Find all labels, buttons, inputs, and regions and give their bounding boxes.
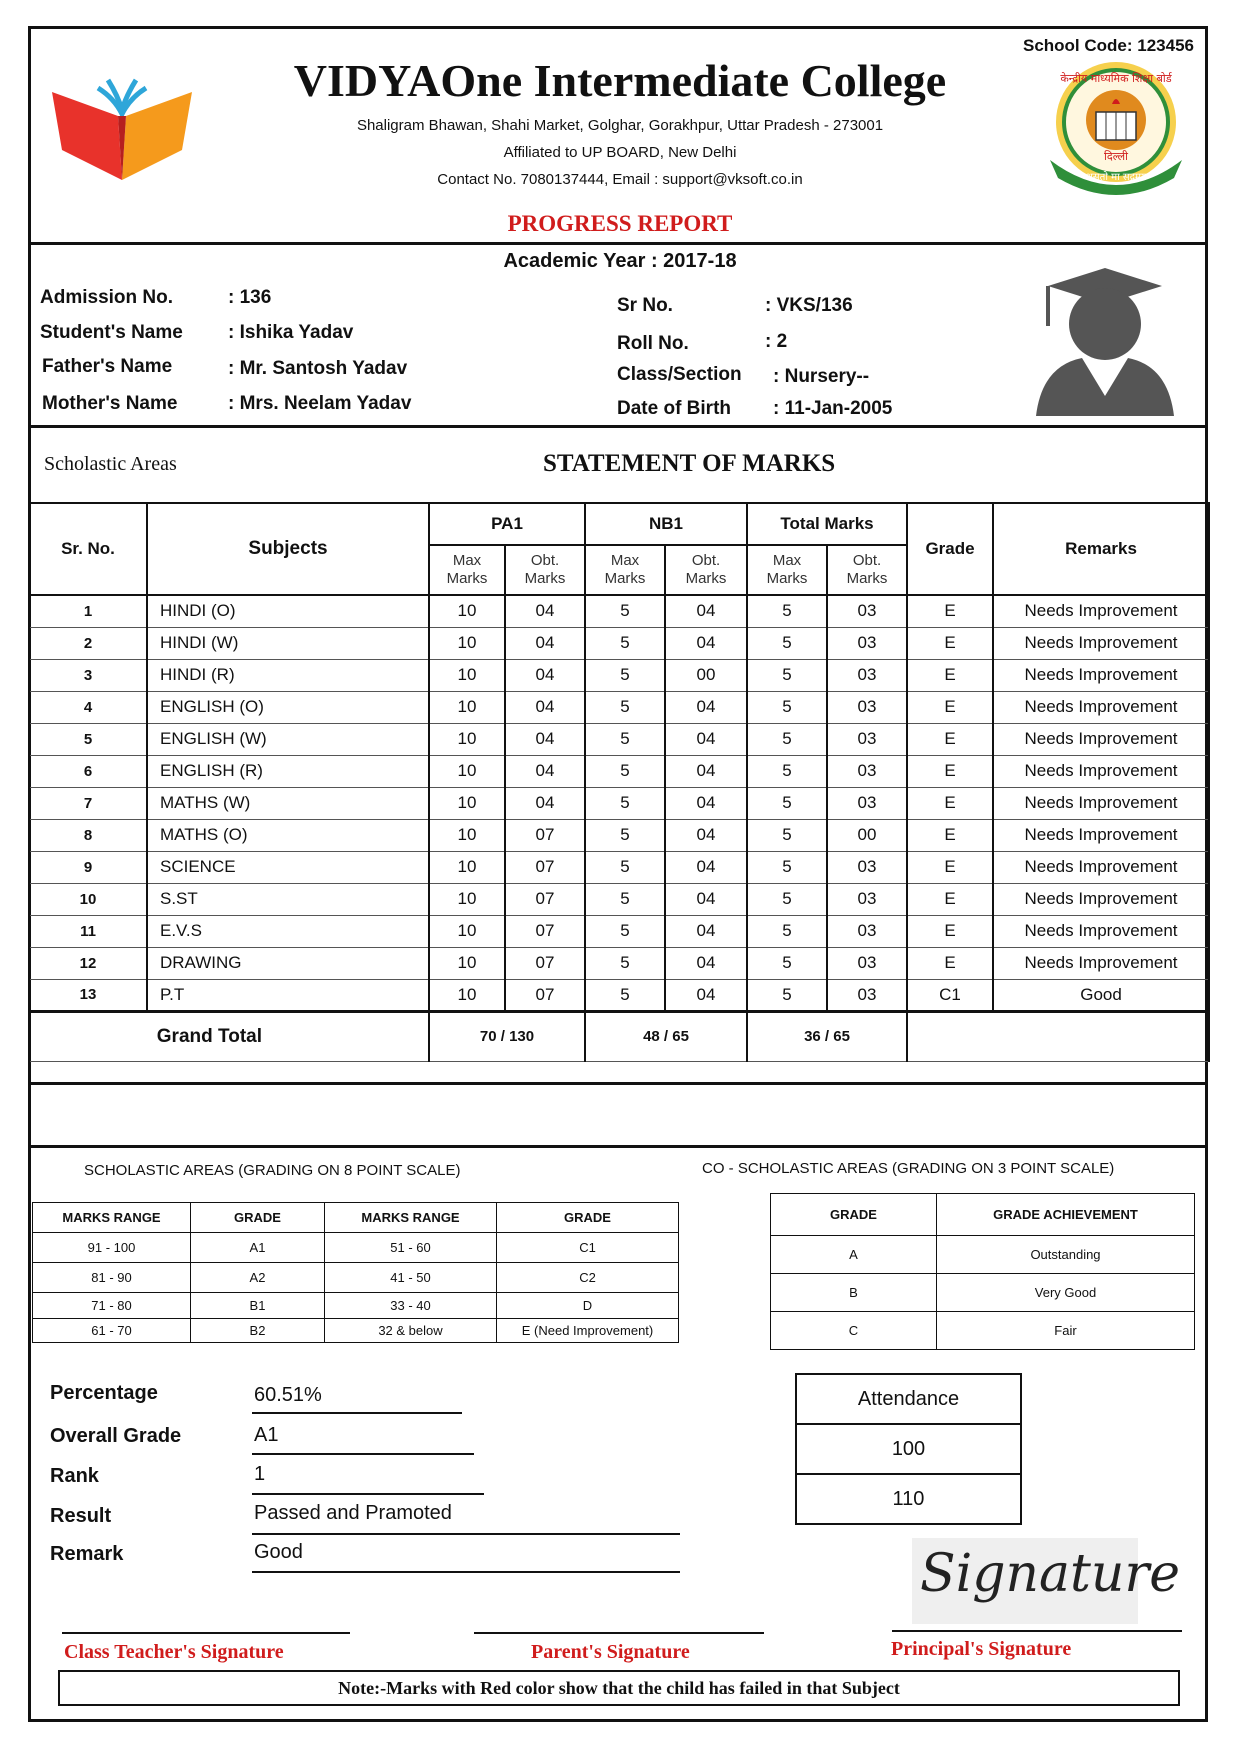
pa1-max: 10 xyxy=(429,819,505,851)
overall-grade-underline xyxy=(252,1453,474,1455)
table-row xyxy=(29,851,1209,883)
total-max-header: Max Marks xyxy=(747,545,827,595)
nb1-obt: 04 xyxy=(665,819,747,851)
row-srno: 11 xyxy=(29,915,147,947)
emblem-text-top: केन्द्रीय माध्यमिक शिक्षा बोर्ड xyxy=(1060,72,1172,85)
nb1-obt: 00 xyxy=(665,659,747,691)
result-label: Result xyxy=(50,1505,112,1527)
percentage-underline xyxy=(252,1412,462,1414)
pa1-obt-header: Obt. Marks xyxy=(505,545,585,595)
row-srno: 2 xyxy=(29,627,147,659)
total-obt: 03 xyxy=(827,851,907,883)
nb1-max: 5 xyxy=(585,915,665,947)
roll-no-value: : 2 xyxy=(765,331,788,352)
nb1-obt: 04 xyxy=(665,787,747,819)
admission-no-label: Admission No. xyxy=(40,287,174,308)
table-row xyxy=(29,947,1209,979)
grade-header: Grade xyxy=(907,503,993,595)
attendance-total: 110 xyxy=(796,1474,1021,1524)
grade-cell: B2 xyxy=(191,1319,325,1343)
marks-range-header: MARKS RANGE xyxy=(325,1203,497,1233)
class-teacher-signature-line xyxy=(62,1632,350,1634)
marks-range-cell: 33 - 40 xyxy=(325,1293,497,1319)
row-grade: E xyxy=(907,915,993,947)
attendance-attended: 100 xyxy=(796,1424,1021,1474)
row-grade: E xyxy=(907,627,993,659)
marks-range-cell: 71 - 80 xyxy=(33,1293,191,1319)
row-grade: E xyxy=(907,947,993,979)
grand-total-label: Grand Total xyxy=(29,1011,429,1061)
report-title: PROGRESS REPORT xyxy=(507,211,733,236)
divider xyxy=(28,1082,1208,1085)
nb1-obt: 04 xyxy=(665,947,747,979)
nb1-max: 5 xyxy=(585,979,665,1011)
grade-header: GRADE xyxy=(497,1203,679,1233)
board-emblem xyxy=(1040,60,1192,198)
total-max: 5 xyxy=(747,883,827,915)
row-subject: SCIENCE xyxy=(147,851,429,883)
student-name-value: : Ishika Yadav xyxy=(228,322,354,343)
pa1-obt: 07 xyxy=(505,883,585,915)
grade-achievement-header: GRADE ACHIEVEMENT xyxy=(937,1194,1195,1236)
table-row xyxy=(29,723,1209,755)
nb1-obt: 04 xyxy=(665,595,747,627)
college-address: Shaligram Bhawan, Shahi Market, Golghar, Gorakhpur, Uttar Pradesh - 273001 xyxy=(356,117,884,134)
divider xyxy=(28,1145,1208,1148)
nb1-obt: 04 xyxy=(665,979,747,1011)
nb1-obt: 04 xyxy=(665,755,747,787)
class-section-label: Class/Section xyxy=(617,364,742,385)
principal-signature-label: Principal's Signature xyxy=(891,1638,1072,1660)
row-remarks: Needs Improvement xyxy=(993,691,1209,723)
table-row xyxy=(771,1274,1195,1312)
table-row xyxy=(33,1319,679,1343)
nb1-max: 5 xyxy=(585,723,665,755)
pa1-obt: 04 xyxy=(505,787,585,819)
table-row xyxy=(29,787,1209,819)
row-remarks: Needs Improvement xyxy=(993,883,1209,915)
row-srno: 7 xyxy=(29,787,147,819)
rank-underline xyxy=(252,1493,484,1495)
row-remarks: Needs Improvement xyxy=(993,851,1209,883)
nb1-max: 5 xyxy=(585,947,665,979)
total-obt: 03 xyxy=(827,915,907,947)
table-row xyxy=(29,595,1209,627)
result-value: Passed and Pramoted xyxy=(254,1502,452,1524)
grade-achievement-cell: Outstanding xyxy=(937,1236,1195,1274)
grade-achievement-cell: Fair xyxy=(937,1312,1195,1350)
signature-text: Signature xyxy=(920,1544,1181,1604)
row-remarks: Needs Improvement xyxy=(993,947,1209,979)
student-photo-placeholder xyxy=(1030,266,1180,418)
row-subject: ENGLISH (O) xyxy=(147,691,429,723)
row-remarks: Needs Improvement xyxy=(993,627,1209,659)
scholastic-areas-label: Scholastic Areas xyxy=(44,453,177,475)
rank-value: 1 xyxy=(254,1463,266,1485)
marks-range-cell: 51 - 60 xyxy=(325,1233,497,1263)
sr-no-label: Sr No. xyxy=(617,295,673,316)
pa1-obt: 04 xyxy=(505,723,585,755)
co-grade-cell: B xyxy=(771,1274,937,1312)
row-subject: ENGLISH (R) xyxy=(147,755,429,787)
overall-grade-label: Overall Grade xyxy=(50,1425,182,1447)
row-remarks: Needs Improvement xyxy=(993,787,1209,819)
total-obt: 03 xyxy=(827,979,907,1011)
pa1-max: 10 xyxy=(429,915,505,947)
marks-range-cell: 32 & below xyxy=(325,1319,497,1343)
total-obt: 03 xyxy=(827,595,907,627)
total-marks-header: Total Marks xyxy=(747,503,907,545)
marks-range-cell: 91 - 100 xyxy=(33,1233,191,1263)
row-grade: E xyxy=(907,723,993,755)
table-row xyxy=(29,691,1209,723)
row-remarks: Needs Improvement xyxy=(993,819,1209,851)
nb1-max: 5 xyxy=(585,883,665,915)
row-remarks: Needs Improvement xyxy=(993,755,1209,787)
row-grade: E xyxy=(907,819,993,851)
row-grade: E xyxy=(907,883,993,915)
college-name: VIDYAOne Intermediate College xyxy=(293,55,947,106)
row-srno: 1 xyxy=(29,595,147,627)
father-name-label: Father's Name xyxy=(42,356,173,377)
total-max: 5 xyxy=(747,595,827,627)
row-subject: MATHS (W) xyxy=(147,787,429,819)
nb1-obt: 04 xyxy=(665,691,747,723)
row-srno: 6 xyxy=(29,755,147,787)
table-row xyxy=(29,755,1209,787)
marks-range-cell: 81 - 90 xyxy=(33,1263,191,1293)
table-row xyxy=(33,1263,679,1293)
principal-signature-image xyxy=(912,1538,1181,1624)
nb1-obt: 04 xyxy=(665,627,747,659)
pa1-max: 10 xyxy=(429,851,505,883)
dob-label: Date of Birth xyxy=(617,398,731,419)
total-max: 5 xyxy=(747,627,827,659)
pa1-max: 10 xyxy=(429,595,505,627)
board-emblem-icon xyxy=(1040,60,1192,198)
table-row xyxy=(33,1293,679,1319)
percentage-value: 60.51% xyxy=(254,1384,322,1406)
table-row xyxy=(771,1236,1195,1274)
table-row xyxy=(29,979,1209,1011)
total-obt: 00 xyxy=(827,819,907,851)
row-subject: MATHS (O) xyxy=(147,819,429,851)
result-underline xyxy=(252,1533,680,1535)
roll-no-label: Roll No. xyxy=(617,333,689,354)
grade-cell: E (Need Improvement) xyxy=(497,1319,679,1343)
grand-total-blank xyxy=(907,1011,1209,1061)
scholastic-scale-title: SCHOLASTIC AREAS (GRADING ON 8 POINT SCALE) xyxy=(84,1162,461,1179)
grade-cell: C2 xyxy=(497,1263,679,1293)
grade-cell: B1 xyxy=(191,1293,325,1319)
pa1-header: PA1 xyxy=(429,503,585,545)
pa1-max: 10 xyxy=(429,947,505,979)
nb1-max: 5 xyxy=(585,659,665,691)
parent-signature-label: Parent's Signature xyxy=(531,1641,690,1663)
nb1-max: 5 xyxy=(585,851,665,883)
nb1-obt: 04 xyxy=(665,883,747,915)
row-grade: E xyxy=(907,787,993,819)
row-subject: HINDI (R) xyxy=(147,659,429,691)
marks-range-cell: 41 - 50 xyxy=(325,1263,497,1293)
co-scholastic-scale-title: CO - SCHOLASTIC AREAS (GRADING ON 3 POINT SCALE) xyxy=(702,1160,1115,1177)
total-obt: 03 xyxy=(827,883,907,915)
table-row xyxy=(33,1233,679,1263)
total-max: 5 xyxy=(747,723,827,755)
grand-total-total: 36 / 65 xyxy=(747,1011,907,1061)
graduate-avatar-icon xyxy=(1030,266,1180,418)
nb1-obt: 04 xyxy=(665,851,747,883)
total-obt: 03 xyxy=(827,691,907,723)
total-obt: 03 xyxy=(827,723,907,755)
subjects-header: Subjects xyxy=(147,503,429,595)
total-obt-header: Obt. Marks xyxy=(827,545,907,595)
nb1-header: NB1 xyxy=(585,503,747,545)
sr-no-value: : VKS/136 xyxy=(765,295,853,316)
rank-label: Rank xyxy=(50,1465,99,1487)
scholastic-scale-table xyxy=(32,1202,679,1343)
row-srno: 10 xyxy=(29,883,147,915)
row-remarks: Needs Improvement xyxy=(993,595,1209,627)
pa1-obt: 04 xyxy=(505,627,585,659)
divider xyxy=(28,425,1208,428)
row-srno: 4 xyxy=(29,691,147,723)
row-srno: 13 xyxy=(29,979,147,1011)
row-grade: E xyxy=(907,691,993,723)
total-obt: 03 xyxy=(827,659,907,691)
statement-title: STATEMENT OF MARKS xyxy=(543,450,836,477)
grade-cell: C1 xyxy=(497,1233,679,1263)
pa1-max: 10 xyxy=(429,627,505,659)
grand-total-pa1: 70 / 130 xyxy=(429,1011,585,1061)
total-max: 5 xyxy=(747,659,827,691)
row-srno: 9 xyxy=(29,851,147,883)
total-max: 5 xyxy=(747,819,827,851)
overall-grade-value: A1 xyxy=(254,1424,279,1446)
nb1-obt: 04 xyxy=(665,915,747,947)
row-subject: S.ST xyxy=(147,883,429,915)
pa1-obt: 07 xyxy=(505,819,585,851)
row-subject: HINDI (O) xyxy=(147,595,429,627)
parent-signature-line xyxy=(474,1632,764,1634)
grand-total-row xyxy=(29,1011,1209,1061)
nb1-obt: 04 xyxy=(665,723,747,755)
row-srno: 5 xyxy=(29,723,147,755)
pa1-obt: 07 xyxy=(505,851,585,883)
pa1-max: 10 xyxy=(429,659,505,691)
pa1-obt: 04 xyxy=(505,595,585,627)
pa1-max: 10 xyxy=(429,979,505,1011)
college-contact: Contact No. 7080137444, Email : support@vksoft.co.in xyxy=(437,171,803,188)
grade-header: GRADE xyxy=(191,1203,325,1233)
principal-signature-line xyxy=(892,1630,1182,1632)
total-max: 5 xyxy=(747,691,827,723)
total-obt: 03 xyxy=(827,947,907,979)
table-row xyxy=(29,883,1209,915)
emblem-text-mid: दिल्ली xyxy=(1104,150,1128,163)
total-max: 5 xyxy=(747,915,827,947)
pa1-obt: 04 xyxy=(505,755,585,787)
college-affiliation: Affiliated to UP BOARD, New Delhi xyxy=(503,144,737,161)
pa1-obt: 04 xyxy=(505,691,585,723)
school-code: School Code: 123456 xyxy=(1022,36,1194,55)
total-max: 5 xyxy=(747,755,827,787)
class-section-value: : Nursery-- xyxy=(773,366,870,387)
remark-label: Remark xyxy=(50,1543,124,1565)
student-name-label: Student's Name xyxy=(40,322,183,343)
table-row xyxy=(29,627,1209,659)
row-remarks: Needs Improvement xyxy=(993,915,1209,947)
row-grade: E xyxy=(907,755,993,787)
emblem-text-bottom: असतो मा सद्गमय xyxy=(1085,172,1147,183)
grade-achievement-cell: Very Good xyxy=(937,1274,1195,1312)
row-subject: DRAWING xyxy=(147,947,429,979)
nb1-max: 5 xyxy=(585,755,665,787)
row-subject: E.V.S xyxy=(147,915,429,947)
co-grade-cell: C xyxy=(771,1312,937,1350)
mother-name-label: Mother's Name xyxy=(42,393,178,414)
attendance-title: Attendance xyxy=(796,1374,1021,1424)
row-subject: P.T xyxy=(147,979,429,1011)
row-grade: E xyxy=(907,595,993,627)
pa1-obt: 07 xyxy=(505,947,585,979)
nb1-max: 5 xyxy=(585,595,665,627)
row-subject: ENGLISH (W) xyxy=(147,723,429,755)
nb1-max-header: Max Marks xyxy=(585,545,665,595)
pa1-max: 10 xyxy=(429,883,505,915)
pa1-max: 10 xyxy=(429,691,505,723)
total-max: 5 xyxy=(747,979,827,1011)
total-max: 5 xyxy=(747,947,827,979)
nb1-max: 5 xyxy=(585,787,665,819)
row-remarks: Needs Improvement xyxy=(993,723,1209,755)
grand-total-nb1: 48 / 65 xyxy=(585,1011,747,1061)
row-grade: C1 xyxy=(907,979,993,1011)
table-row xyxy=(29,659,1209,691)
table-row xyxy=(29,819,1209,851)
nb1-max: 5 xyxy=(585,691,665,723)
remark-underline xyxy=(252,1571,680,1573)
grade-cell: A2 xyxy=(191,1263,325,1293)
pa1-max: 10 xyxy=(429,787,505,819)
row-remarks: Needs Improvement xyxy=(993,659,1209,691)
total-max: 5 xyxy=(747,851,827,883)
table-row xyxy=(771,1312,1195,1350)
percentage-label: Percentage xyxy=(50,1382,158,1404)
pa1-max: 10 xyxy=(429,755,505,787)
row-remarks: Good xyxy=(993,979,1209,1011)
pa1-obt: 07 xyxy=(505,979,585,1011)
co-grade-header: GRADE xyxy=(771,1194,937,1236)
pa1-obt: 07 xyxy=(505,915,585,947)
total-obt: 03 xyxy=(827,627,907,659)
marks-table xyxy=(28,502,1210,1062)
remarks-header: Remarks xyxy=(993,503,1209,595)
mother-name-value: : Mrs. Neelam Yadav xyxy=(228,393,412,414)
total-obt: 03 xyxy=(827,787,907,819)
row-grade: E xyxy=(907,851,993,883)
row-grade: E xyxy=(907,659,993,691)
row-srno: 12 xyxy=(29,947,147,979)
attendance-table xyxy=(795,1373,1022,1525)
remark-value: Good xyxy=(254,1541,303,1563)
failure-note: Note:-Marks with Red color show that the child has failed in that Subject xyxy=(58,1670,1180,1706)
row-srno: 3 xyxy=(29,659,147,691)
pa1-max-header: Max Marks xyxy=(429,545,505,595)
nb1-max: 5 xyxy=(585,627,665,659)
class-teacher-signature-label: Class Teacher's Signature xyxy=(64,1641,284,1663)
dob-value: : 11-Jan-2005 xyxy=(773,398,893,419)
co-grade-cell: A xyxy=(771,1236,937,1274)
pa1-obt: 04 xyxy=(505,659,585,691)
marks-range-cell: 61 - 70 xyxy=(33,1319,191,1343)
srno-header: Sr. No. xyxy=(29,503,147,595)
row-srno: 8 xyxy=(29,819,147,851)
grade-cell: A1 xyxy=(191,1233,325,1263)
row-subject: HINDI (W) xyxy=(147,627,429,659)
total-obt: 03 xyxy=(827,755,907,787)
co-scholastic-scale-table xyxy=(770,1193,1195,1350)
nb1-max: 5 xyxy=(585,819,665,851)
total-max: 5 xyxy=(747,787,827,819)
admission-no-value: : 136 xyxy=(228,287,272,308)
marks-range-header: MARKS RANGE xyxy=(33,1203,191,1233)
divider xyxy=(28,242,1208,245)
academic-year: Academic Year : 2017-18 xyxy=(503,250,737,272)
table-row xyxy=(29,915,1209,947)
father-name-value: : Mr. Santosh Yadav xyxy=(228,358,408,379)
pa1-max: 10 xyxy=(429,723,505,755)
nb1-obt-header: Obt. Marks xyxy=(665,545,747,595)
grade-cell: D xyxy=(497,1293,679,1319)
